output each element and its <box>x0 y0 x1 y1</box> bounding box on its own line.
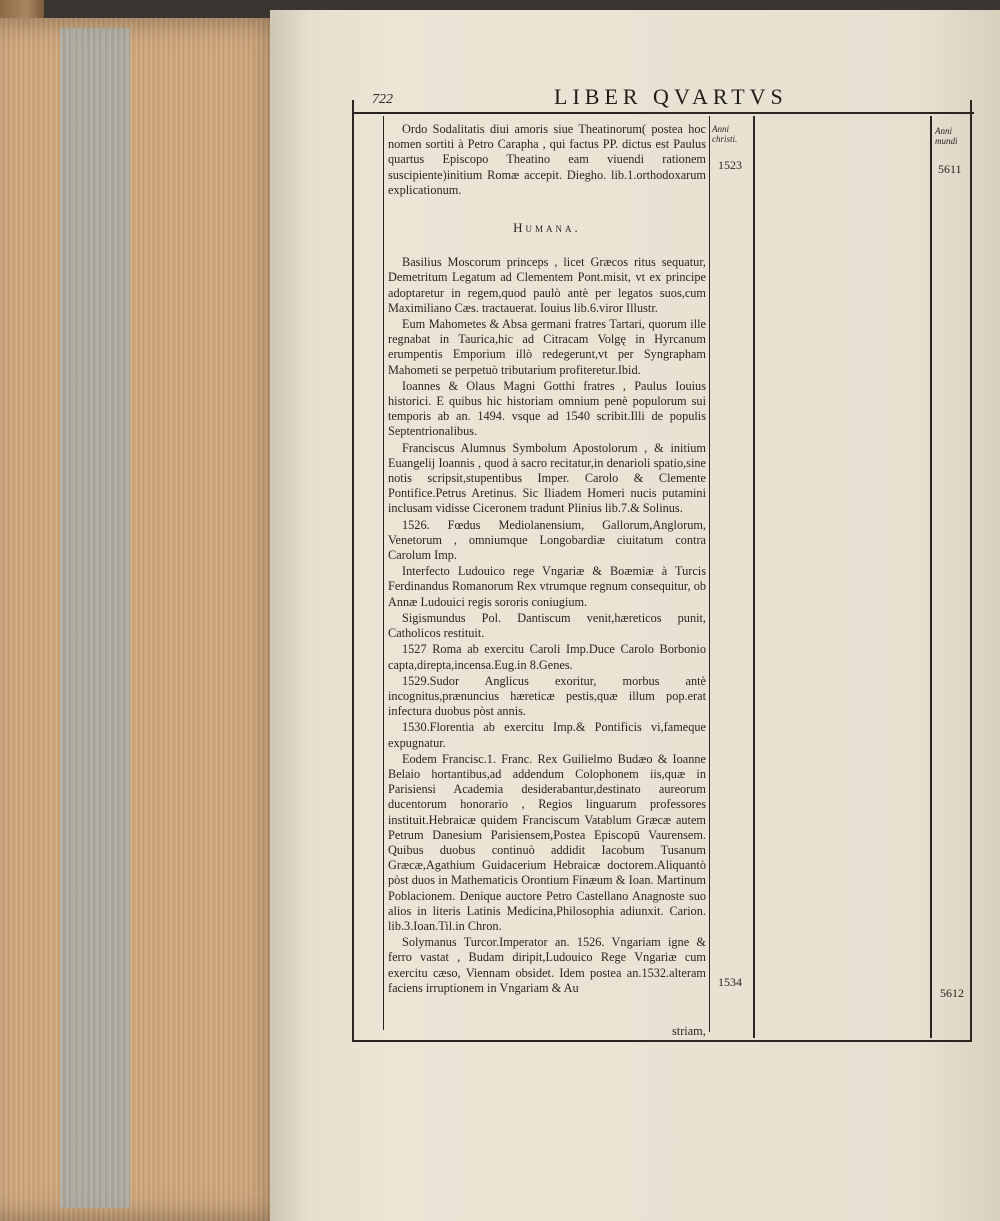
footer-rule <box>352 1040 972 1042</box>
christi-year: 1534 <box>718 975 742 989</box>
mundi-year: 5611 <box>938 162 962 176</box>
paragraph: Franciscus Alumnus Symbolum Apostolorum , & initium Euangelij Ioannis , quod à sacro recitatur,in denarioli spatio,sine notis scripsit,stupentibus Imper. Carolo & Clemente Pontifice.Petrus Aretinus. Sic Iliadem Homeri nucis putamini inclusam vidisse Ciceronem tradunt Plinius lib.7.& Solinus. <box>388 440 706 516</box>
paragraph: Ordo Sodalitatis diui amoris siue Theatinorum( postea hoc nomen sortiti à Petro Carapha , qui factus PP. dictus est Paulus quartus Episcopo Theatino eam viuendi rationem suscipiente)initium Romæ accepit. Diegho. lib.1.orthodoxarum explicationum. <box>388 122 706 197</box>
paragraph: 1527 Roma ab exercitu Caroli Imp.Duce Carolo Borbonio capta,direpta,incensa.Eug.in 8.Genes. <box>388 642 706 672</box>
paragraph: Basilius Moscorum princeps , licet Græcos ritus sequatur, Demetritum Legatum ad Clementem Pont.misit, vt ex principe adoptaretur in regem,quod paulò antè per legatos suos,cum Maximiliano Cæs. tractauerat. Iouius lib.6.viror Illustr. <box>388 255 706 315</box>
christi-column-rule <box>753 116 755 1038</box>
paragraph: Solymanus Turcor.Imperator an. 1526. Vngariam igne & ferro vastat , Budam diripit,Ludouico Rege Vngariæ cum exercitu cæso, Viennam obsidet. Idem postea an.1532.alteram faciens irruptionem in Vngariam & Au <box>388 935 706 995</box>
paragraph: Sigismundus Pol. Dantiscum venit,hæreticos punit, Catholicos restituit. <box>388 610 706 641</box>
text-left-rule <box>383 116 384 1030</box>
paragraph: Ioannes & Olaus Magni Gotthi fratres , Paulus Iouius historici. E quibus hic historiam omnium penè populorum sui temporis ab an. 1494. vsque ad 1540 scribit.Illi de populis Septentrionalibus. <box>388 378 706 439</box>
catchword: striam, <box>672 1024 706 1038</box>
paragraph: 1526. Fœdus Mediolanensium, Gallorum,Anglorum, Venetorum , omniumque Longobardiæ ciuitatum contra Carolum Imp. <box>388 517 706 563</box>
page-number: 722 <box>372 92 393 107</box>
paragraph: Eodem Francisc.1. Franc. Rex Guilielmo Budæo & Ioanne Belaio hortantibus,ad addendum Colophonem iis,quæ in Parisiensi Academia desiderabantur,destinato aureorum ducentorum honorario , Regios linguarum professores instituit.Hebraicæ quidem Franciscum Vatablum Græcæ autem Petrum Danesium Parisiensem,Postea Episcopū Vaurensem. Quibus duobus continuò addidit Iacobum Tusanum Græcæ,Agathium Guidacerium Hebraicæ doctorem.Aliquantò pòst duos in Mathematicis Orontium Finæum & Ioan. Martinum Poblacionem. Denique auctore Petro Castellano Anagnoste suo alios in literis Latinis Medicina,Philosophia adiunxit. Carion. lib.3.Ioan.Til.in Chron. <box>388 751 706 933</box>
paragraph: Eum Mahometes & Absa germani fratres Tartari, quorum ille regnabat in Taurica,hic ad Citracam Volgę in Hyrcanum erumpentis Emporium illò redegerunt,vt per Syngrapham Mahometi se perpetuò tributarium profiteretur.Ibid. <box>388 317 706 377</box>
paragraph: Interfecto Ludouico rege Vngariæ & Boæmiæ à Turcis Ferdinandus Romanorum Rex vtrumque regnum consequitur, ob Annæ Ludouici regis sororis coniugium. <box>388 564 706 609</box>
right-frame-rule <box>970 100 972 1040</box>
christi-year: 1523 <box>718 158 742 172</box>
book-page-edges <box>0 18 292 1221</box>
mundi-column-rule <box>930 116 932 1038</box>
anni-mundi-label: Anni mundi <box>935 126 958 146</box>
main-text-column <box>388 122 706 997</box>
anni-christi-label: Anni christi. <box>712 124 738 144</box>
mundi-year: 5612 <box>940 986 964 1000</box>
paragraph: 1529.Sudor Anglicus exoritur, morbus antè incognitus,prænuncius hæreticæ pestis,quæ illum pop.erat infectura duobus pòst annis. <box>388 673 706 719</box>
left-frame-rule <box>352 100 354 1040</box>
section-heading: Humana. <box>513 220 581 236</box>
page-edge-stain <box>60 28 130 1208</box>
text-right-rule <box>709 116 710 1032</box>
running-title: LIBER QVARTVS <box>554 84 788 109</box>
paragraph: 1530.Florentia ab exercitu Imp.& Pontificis vi,fameque expugnatur. <box>388 720 706 750</box>
header-rule <box>352 112 974 114</box>
